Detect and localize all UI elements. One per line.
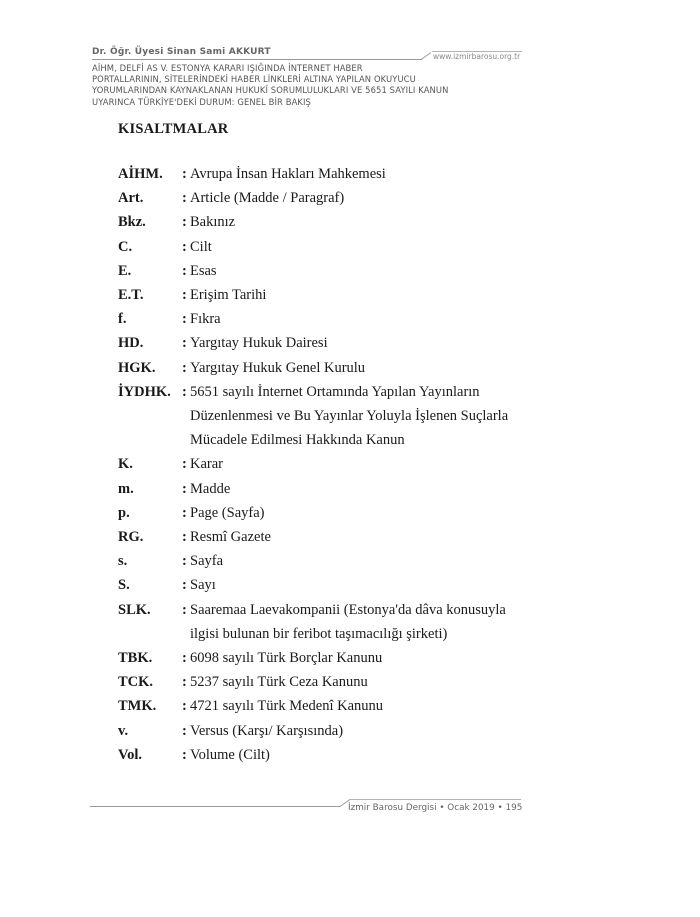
- abbreviation-row: [118, 477, 538, 501]
- abbreviation-definition: [190, 210, 538, 234]
- definition-line: Erişim Tarihi: [190, 287, 267, 304]
- abbreviation-term: Bkz.: [118, 214, 146, 231]
- abbreviation-definition: [190, 501, 538, 525]
- abbreviation-term: TBK.: [118, 650, 153, 667]
- definition-line: Fıkra: [190, 311, 221, 328]
- definition-line: Resmî Gazete: [190, 529, 271, 546]
- abbreviation-term: RG.: [118, 529, 144, 546]
- abbreviation-row: [118, 646, 538, 670]
- abbreviation-row: [118, 719, 538, 743]
- definition-line: Yargıtay Hukuk Genel Kurulu: [190, 359, 366, 376]
- definition-line: Düzenlenmesi ve Bu Yayınlar Yoluyla İşlenen Suçlarla: [190, 408, 509, 425]
- definition-line: Bakınız: [190, 214, 236, 231]
- abbreviation-definition: [190, 259, 538, 283]
- abbreviation-colon: :: [182, 335, 187, 352]
- abbreviation-term: p.: [118, 504, 130, 521]
- abbreviation-colon: :: [182, 553, 187, 570]
- header-title-line: PORTALLARININ, SİTELERİNDEKİ HABER LİNKLERİ ALTINA YAPILAN OKUYUCU: [92, 74, 416, 85]
- abbreviation-colon: :: [182, 262, 187, 279]
- abbreviation-colon: :: [182, 287, 187, 304]
- abbreviation-definition: [190, 694, 538, 718]
- abbreviation-definition: [190, 670, 538, 694]
- definition-line: Mücadele Edilmesi Hakkında Kanun: [190, 432, 405, 449]
- abbreviation-row: [118, 670, 538, 694]
- abbreviation-row: [118, 743, 538, 767]
- abbreviation-colon: :: [182, 456, 187, 473]
- header-rule-slant: [421, 52, 431, 60]
- abbreviation-term: K.: [118, 456, 133, 473]
- definition-line: Sayfa: [190, 553, 224, 570]
- abbreviation-definition: [190, 356, 538, 380]
- abbreviation-colon: :: [182, 529, 187, 546]
- abbreviation-colon: :: [182, 746, 187, 763]
- abbreviation-colon: :: [182, 214, 187, 231]
- definition-line: 4721 sayılı Türk Medenî Kanunu: [190, 698, 384, 715]
- header-title-line: YORUMLARINDAN KAYNAKLANAN HUKUKÎ SORUMLULUKLARI VE 5651 SAYILI KANUN: [92, 85, 449, 96]
- abbreviation-row: [118, 259, 538, 283]
- section-heading: KISALTMALAR: [118, 121, 229, 137]
- definition-line: Madde: [190, 480, 231, 497]
- abbreviation-row: [118, 307, 538, 331]
- header-author: Dr. Öğr. Üyesi Sinan Sami AKKURT: [92, 47, 271, 57]
- abbreviation-definition: [190, 380, 538, 453]
- abbreviation-colon: :: [182, 674, 187, 691]
- abbreviation-row: [118, 452, 538, 476]
- definition-line: 6098 sayılı Türk Borçlar Kanunu: [190, 650, 383, 667]
- abbreviation-definition: [190, 235, 538, 259]
- abbreviation-colon: :: [182, 359, 187, 376]
- definition-line: Page (Sayfa): [190, 504, 265, 521]
- abbreviation-row: [118, 331, 538, 355]
- abbreviation-colon: :: [182, 480, 187, 497]
- footer-rule: [90, 806, 340, 807]
- abbreviation-definition: [190, 307, 538, 331]
- abbreviation-row: [118, 186, 538, 210]
- abbreviation-term: HD.: [118, 335, 144, 352]
- abbreviation-definition: [190, 525, 538, 549]
- abbreviation-colon: :: [182, 722, 187, 739]
- definition-line: Cilt: [190, 238, 212, 255]
- abbreviation-definition: [190, 646, 538, 670]
- definition-line: 5237 sayılı Türk Ceza Kanunu: [190, 674, 368, 691]
- abbreviation-term: HGK.: [118, 359, 156, 376]
- abbreviation-row: [118, 380, 538, 453]
- abbreviation-colon: :: [182, 577, 187, 594]
- abbreviation-term: E.T.: [118, 287, 144, 304]
- abbreviation-term: TCK.: [118, 674, 154, 691]
- abbreviation-definition: [190, 452, 538, 476]
- abbreviation-term: v.: [118, 722, 129, 739]
- abbreviation-row: [118, 573, 538, 597]
- abbreviation-term: AİHM.: [118, 166, 163, 182]
- header-title-line: UYARINCA TÜRKİYE'DEKİ DURUM: GENEL BİR BAKIŞ: [92, 96, 311, 107]
- abbreviation-definition: [190, 283, 538, 307]
- abbreviation-colon: :: [182, 311, 187, 328]
- definition-line: Volume (Cilt): [190, 746, 270, 763]
- header-url: www.izmirbarosu.org.tr: [433, 52, 521, 61]
- abbreviation-definition: [190, 186, 538, 210]
- abbreviation-colon: :: [182, 698, 187, 715]
- abbreviation-row: [118, 549, 538, 573]
- abbreviation-row: [118, 283, 538, 307]
- abbreviation-row: [118, 235, 538, 259]
- definition-line: Sayı: [190, 577, 216, 594]
- abbreviation-definition: [190, 549, 538, 573]
- abbreviation-term: Art.: [118, 190, 144, 207]
- abbreviation-colon: :: [182, 238, 187, 255]
- abbreviation-term: SLK.: [118, 601, 151, 618]
- abbreviation-term: m.: [118, 480, 134, 497]
- abbreviation-colon: :: [182, 190, 187, 207]
- definition-line: Esas: [190, 262, 217, 279]
- abbreviation-list: [118, 162, 538, 767]
- definition-line: Saaremaa Laevakompanii (Estonya'da dâva konusuyla: [190, 601, 506, 618]
- abbreviation-term: f.: [118, 311, 127, 328]
- abbreviation-definition: [190, 331, 538, 355]
- abbreviation-term: E.: [118, 262, 132, 279]
- abbreviation-definition: [190, 719, 538, 743]
- abbreviation-colon: :: [182, 166, 187, 182]
- footer-journal-info: İzmir Barosu Dergisi • Ocak 2019 • 195: [348, 803, 523, 813]
- definition-line: ilgisi bulunan bir feribot taşımacılığı şirketi): [190, 625, 448, 642]
- abbreviation-term: S.: [118, 577, 130, 594]
- abbreviation-definition: [190, 162, 538, 186]
- abbreviation-row: [118, 162, 538, 186]
- abbreviation-row: [118, 210, 538, 234]
- abbreviation-colon: :: [182, 650, 187, 667]
- abbreviation-colon: :: [182, 601, 187, 618]
- abbreviation-definition: [190, 598, 538, 646]
- abbreviation-term: C.: [118, 238, 133, 255]
- abbreviation-definition: [190, 573, 538, 597]
- abbreviation-colon: :: [182, 504, 187, 521]
- abbreviation-colon: :: [182, 383, 187, 400]
- definition-line: Karar: [190, 456, 224, 473]
- abbreviation-row: [118, 694, 538, 718]
- abbreviation-row: [118, 501, 538, 525]
- abbreviation-row: [118, 598, 538, 646]
- abbreviation-definition: [190, 743, 538, 767]
- header-title: [92, 63, 512, 108]
- definition-line: Article (Madde / Paragraf): [190, 190, 345, 207]
- abbreviation-definition: [190, 477, 538, 501]
- abbreviation-term: TMK.: [118, 698, 157, 715]
- footer-rule-right: [349, 799, 521, 800]
- abbreviation-term: İYDHK.: [118, 383, 171, 400]
- definition-line: Versus (Karşı/ Karşısında): [190, 722, 344, 739]
- header-rule: [92, 59, 422, 60]
- abbreviation-term: Vol.: [118, 746, 143, 763]
- definition-line: 5651 sayılı İnternet Ortamında Yapılan Yayınların: [190, 383, 480, 400]
- definition-line: Yargıtay Hukuk Dairesi: [190, 335, 328, 352]
- header-title-line: AİHM, DELFİ AS V. ESTONYA KARARI IŞIĞINDA İNTERNET HABER: [92, 63, 363, 73]
- abbreviation-row: [118, 525, 538, 549]
- definition-line: Avrupa İnsan Hakları Mahkemesi: [190, 166, 386, 182]
- abbreviation-term: s.: [118, 553, 128, 570]
- abbreviation-row: [118, 356, 538, 380]
